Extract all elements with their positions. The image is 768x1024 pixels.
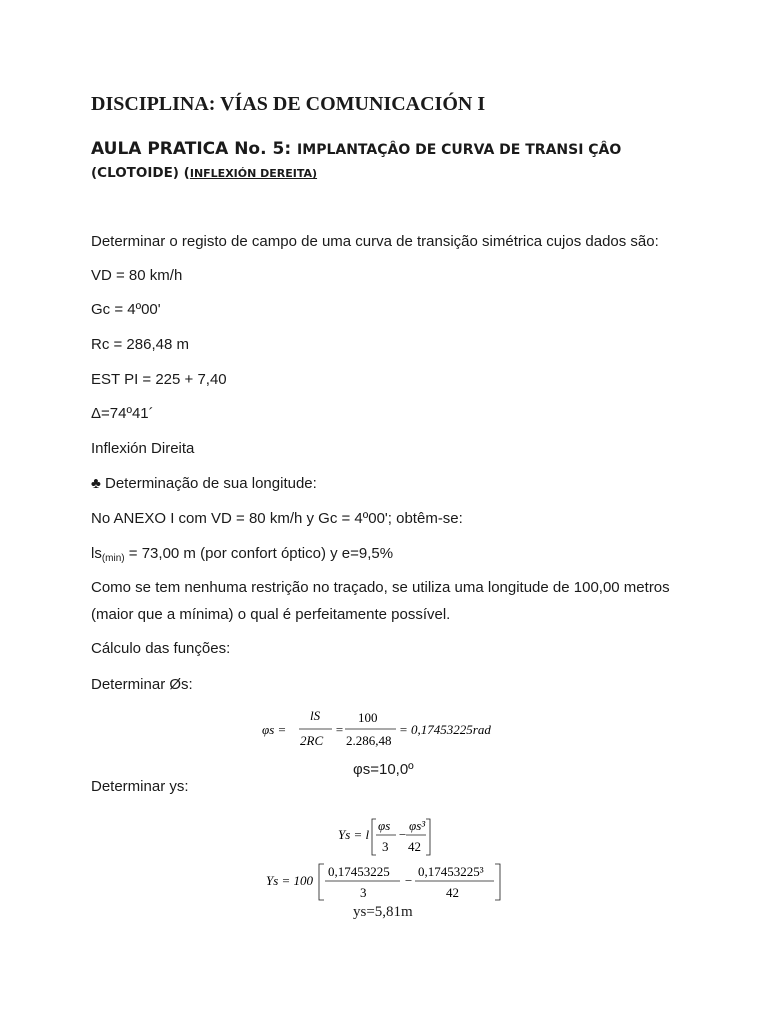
y1-num2: φs³ [409, 818, 426, 833]
anexo-text: No ANEXO I com VD = 80 km/h y Gc = 4º00'; obtêm-se: [91, 510, 463, 527]
ls-subscript: (min) [101, 553, 125, 564]
ls-main: ls [91, 545, 102, 562]
calc-heading: Cálculo das funções: [91, 640, 231, 657]
y1-minus: − [398, 827, 407, 842]
data-inflexion: Inflexión Direita [91, 440, 195, 457]
y1-den1: 3 [382, 839, 389, 854]
phi-value: = 0,17453225rad [399, 722, 491, 737]
paragraph-line2: (maior que a mínima) o qual é perfeitamente possível. [91, 606, 451, 623]
data-rc: Rc = 286,48 m [91, 336, 189, 353]
lesson-heading [91, 139, 621, 159]
data-vd: VD = 80 km/h [91, 267, 183, 284]
intro-text: Determinar o registo de campo de uma curva de transição simétrica cujos dados são: [91, 233, 659, 250]
y2-den2: 42 [446, 885, 459, 900]
lesson-inflexion: INFLEXIÓN DEREITA) [189, 167, 318, 180]
data-gc: Gc = 4º00' [91, 301, 161, 318]
ls-rest: = 73,00 m (por confort óptico) y e=9,5% [124, 545, 394, 562]
det-y-heading: Determinar ys: [91, 778, 189, 795]
y-result: ys=5,81m [353, 904, 413, 920]
phi-frac1-num: lS [310, 708, 321, 723]
ls-line [91, 545, 393, 562]
phi-frac2-den: 2.286,48 [346, 733, 392, 748]
lesson-clotoide: (CLOTOIDE) ( [91, 165, 190, 181]
y-formula-general [338, 815, 438, 859]
y1-lhs: Ys = l [338, 827, 370, 842]
paragraph-line1: Como se tem nenhuma restrição no traçado, se utiliza uma longitude de 100,00 metros [91, 579, 670, 596]
y1-den2: 42 [408, 839, 421, 854]
lesson-label: AULA PRATICA No. 5: [91, 139, 292, 159]
phi-formula [262, 706, 512, 752]
y2-num1: 0,17453225 [328, 864, 390, 879]
page-title: DISCIPLINA: VÍAS DE COMUNICACIÓN I [91, 93, 486, 115]
y-formula-numeric [266, 861, 506, 903]
phi-frac1-den: 2RC [300, 733, 324, 748]
data-delta: Δ=74º41´ [91, 405, 154, 422]
longitude-heading: ♣ Determinação de sua longitude: [91, 475, 317, 492]
phi-lhs: φs = [262, 722, 287, 737]
phi-frac2-num: 100 [358, 710, 378, 725]
y1-bracket-right [426, 819, 430, 855]
data-est-pi: EST PI = 225 + 7,40 [91, 371, 227, 388]
lesson-heading-line2 [91, 165, 317, 181]
phi-result: φs=10,0º [353, 761, 414, 778]
y2-lhs: Ys = 100 [266, 873, 314, 888]
y2-num2: 0,17453225³ [418, 864, 484, 879]
y1-num1: φs [378, 818, 391, 833]
y2-minus: − [404, 873, 413, 888]
y1-bracket-left [372, 819, 376, 855]
lesson-topic: IMPLANTAÇÂO DE CURVA DE TRANSI ÇÂO [297, 142, 622, 158]
phi-eq: = [335, 722, 344, 737]
y2-den1: 3 [360, 885, 367, 900]
y2-bracket-left [319, 864, 324, 900]
det-phi-heading: Determinar Øs: [91, 676, 193, 693]
y2-bracket-right [495, 864, 500, 900]
